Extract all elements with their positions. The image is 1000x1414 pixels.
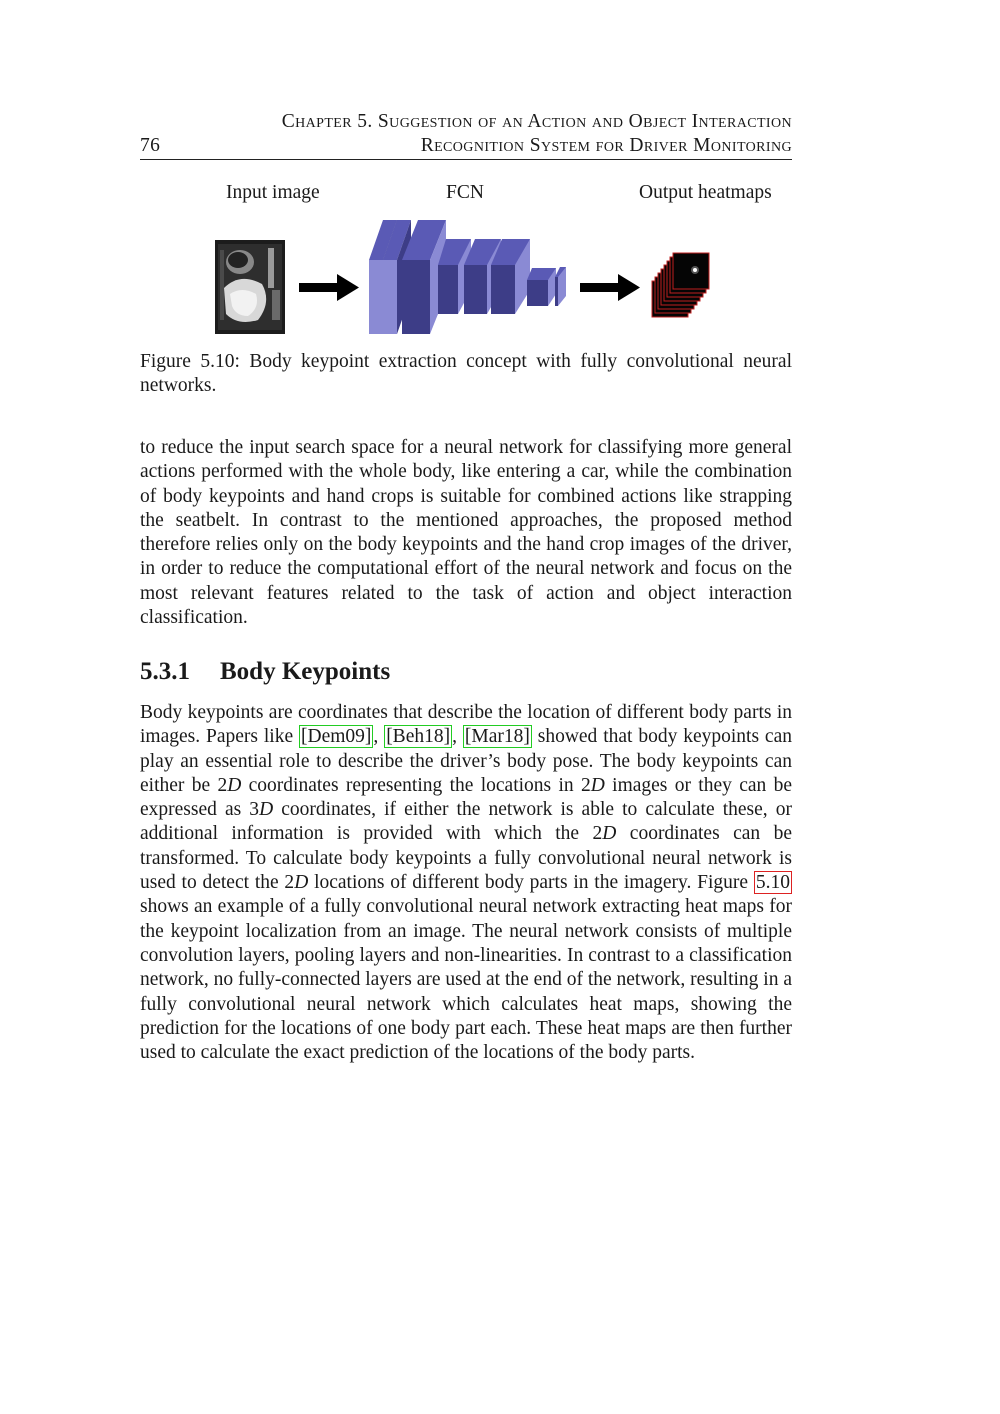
citation-link[interactable]: [Dem09]	[301, 726, 372, 748]
body-paragraph: Body keypoints are coordinates that describe the location of different body parts in images. Papers like [Dem09] , [Beh18] , [Mar18] showed that body keypoints can play an essential role to describe the driver’s body pose. The body keypoints can either be 2D coordinates representing the locations in 2D images or they can be expressed as 3D coordinates, if either the network is able to calculate these, or additional information is provided with which the 2D coordinates can be transformed. To calculate body keypoints a fully convolutional neural network is used to detect the 2D locations of different body parts in the imagery. Figure 5.10 shows an example of a fully convolutional neural network extracting heat maps for the keypoint localization from an image. The neural network consists of multiple convolution layers, pooling layers and non-linearities. In contrast to a classification network, no fully-connected layers are used at the end of the network, resulting in a fully convolutional neural network which calculates heat maps, showing the prediction for the locations of one body part each. These heat maps are then further used to calculate the exact prediction of the locations of the body parts.	[140, 702, 793, 1064]
body-paragraph: to reduce the input search space for a neural network for classifying more general actions performed with the whole body, like entering a car, while the combination of body keypoints and hand crops is suitable for combined actions like strapping the seatbelt. In contrast to the mentioned approaches, the proposed method therefore relies only on the body keypoints and the hand crop images of the driver, in order to reduce the computational effort of the neural network and focus on the most relevant features related to the task of action and object interaction classification.	[140, 437, 792, 629]
output-heatmaps	[652, 253, 709, 317]
arrow-right-icon	[580, 274, 640, 301]
citation-link[interactable]: [Mar18]	[464, 726, 530, 748]
figure-label-output: Output heatmaps	[639, 182, 772, 203]
arrow-right-icon	[299, 274, 359, 301]
fcn-layer	[527, 268, 556, 306]
citation-link[interactable]: [Beh18]	[386, 726, 451, 748]
fcn-layer	[555, 267, 566, 306]
header-chapter-title: Chapter 5. Suggestion of an Action and Object Interaction	[281, 111, 792, 132]
input-image	[215, 240, 285, 334]
figure-label-input: Input image	[226, 182, 320, 203]
running-header	[140, 110, 792, 158]
fcn-figure	[140, 210, 792, 340]
section-number: 5.3.1	[140, 658, 190, 685]
section-heading	[140, 658, 390, 686]
section-title: Body Keypoints	[220, 658, 391, 685]
header-rule	[140, 159, 792, 160]
figure-label-fcn: FCN	[446, 182, 484, 203]
figure-reference-link[interactable]: 5.10	[755, 872, 790, 894]
fcn-network	[369, 220, 566, 334]
page-number: 76	[140, 135, 161, 156]
figure-caption: Figure 5.10: Body keypoint extraction concept with fully convolutional neural networks.	[140, 351, 792, 397]
header-chapter-title-cont: Recognition System for Driver Monitoring	[420, 135, 792, 156]
